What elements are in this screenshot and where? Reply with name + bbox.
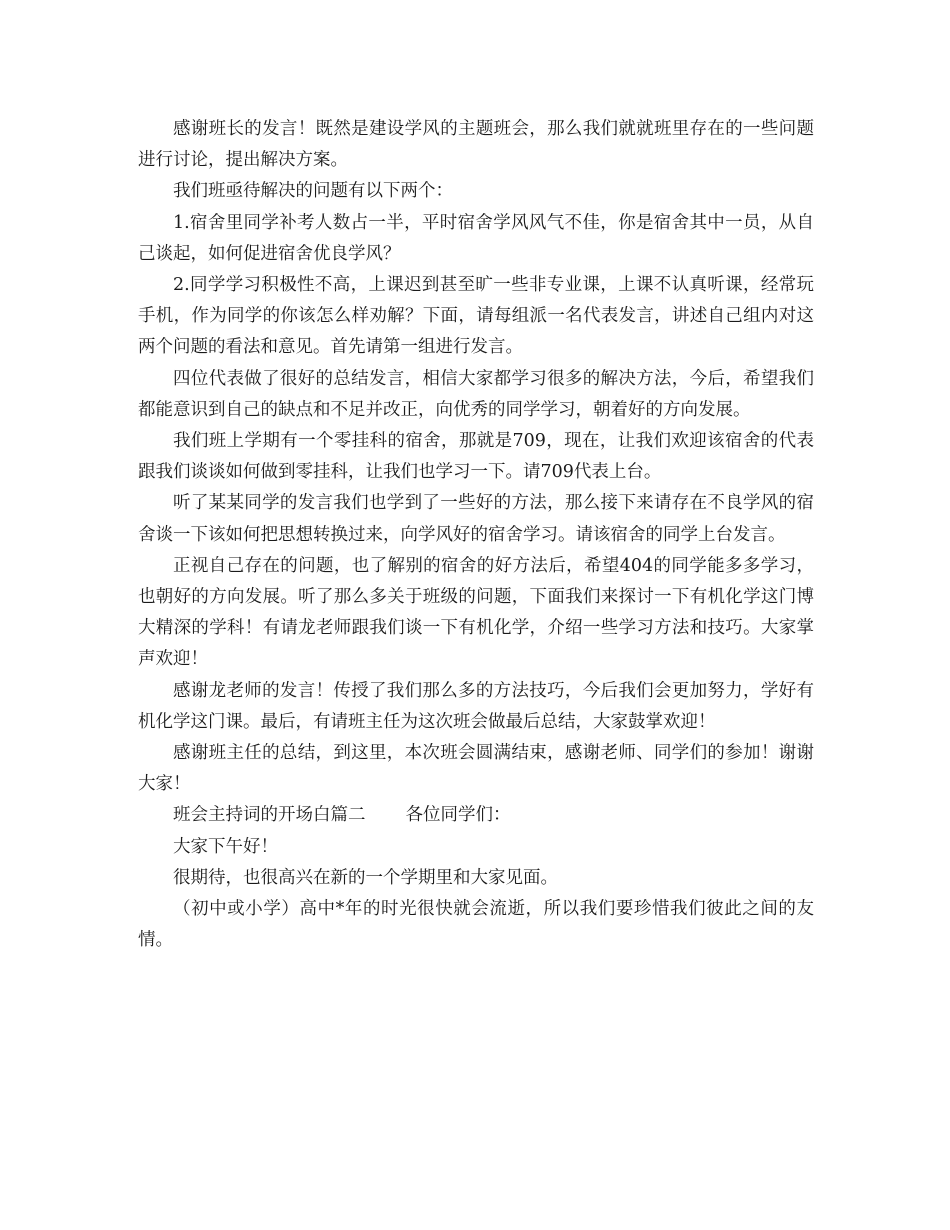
paragraph: 正视自己存在的问题，也了解别的宿舍的好方法后，希望404的同学能多多学习，也朝好的方向发展。听了那么多关于班级的问题，下面我们来探讨一下有机化学这门博大精深的学科！有请龙老师跟我们谈一下有机化学，介绍一些学习方法和技巧。大家掌声欢迎！ xyxy=(138,555,814,670)
paragraph: 很期待，也很高兴在新的一个学期里和大家见面。 xyxy=(173,867,558,888)
document-body xyxy=(138,114,814,956)
paragraph: 感谢班主任的总结，到这里，本次班会圆满结束，感谢老师、同学们的参加！谢谢大家！ xyxy=(138,743,814,795)
paragraph: 四位代表做了很好的总结发言，相信大家都学习很多的解决方法，今后，希望我们都能意识到自己的缺点和不足并改正，向优秀的同学学习，朝着好的方向发展。 xyxy=(138,368,814,420)
paragraph: 听了某某同学的发言我们也学到了一些好的方法，那么接下来请存在不良学风的宿舍谈一下该如何把思想转换过来，向学风好的宿舍学习。请该宿舍的同学上台发言。 xyxy=(138,493,814,545)
section-salutation: 各位同学们： xyxy=(405,805,511,826)
paragraph: 大家下午好！ xyxy=(173,836,278,857)
paragraph: 感谢龙老师的发言！传授了我们那么多的方法技巧，今后我们会更加努力，学好有机化学这门课。最后，有请班主任为这次班会做最后总结，大家鼓掌欢迎！ xyxy=(138,680,814,732)
paragraph: 感谢班长的发言！既然是建设学风的主题班会，那么我们就就班里存在的一些问题进行讨论，提出解决方案。 xyxy=(138,119,814,171)
paragraph: （初中或小学）高中*年的时光很快就会流逝，所以我们要珍惜我们彼此之间的友情。 xyxy=(138,899,814,951)
section-title: 班会主持词的开场白篇二 xyxy=(173,805,366,826)
paragraph: 我们班上学期有一个零挂科的宿舍，那就是709，现在，让我们欢迎该宿舍的代表跟我们谈谈如何做到零挂科，让我们也学习一下。请709代表上台。 xyxy=(138,431,814,483)
section-heading xyxy=(138,800,814,831)
paragraph: 我们班亟待解决的问题有以下两个： xyxy=(173,181,453,202)
paragraph: 1.宿舍里同学补考人数占一半，平时宿舍学风风气不佳，你是宿舍其中一员，从自己谈起，如何促进宿舍优良学风？ xyxy=(138,212,814,264)
paragraph: 2.同学学习积极性不高，上课迟到甚至旷一些非专业课，上课不认真听课，经常玩手机，作为同学的你该怎么样劝解？下面，请每组派一名代表发言，讲述自己组内对这两个问题的看法和意见。首先请第一组进行发言。 xyxy=(138,275,814,358)
